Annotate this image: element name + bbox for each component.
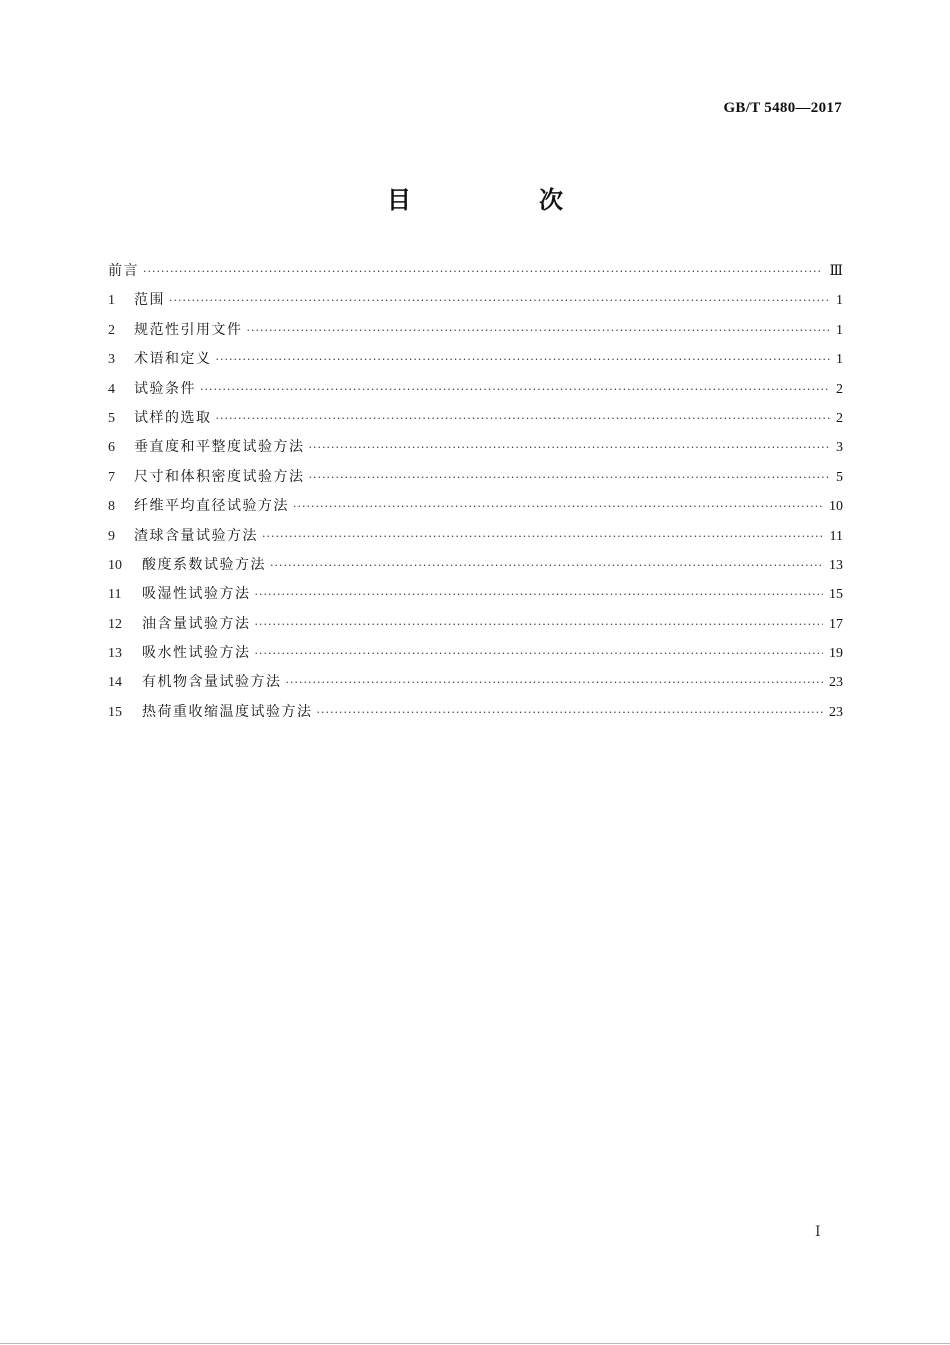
toc-page-number: 5 [836,469,843,485]
toc-entry-9[interactable] [108,522,843,551]
toc-number: 3 [108,352,115,368]
toc-page-number: 17 [829,616,843,632]
toc-page-number: 1 [836,293,843,309]
toc-leader-dots [143,257,823,286]
toc-page-number: 15 [829,587,843,603]
toc-label: 有机物含量试验方法 [142,674,282,691]
page-bottom-edge [0,1343,950,1344]
toc-label: 范围 [134,292,165,309]
toc-page-number: 1 [836,322,843,338]
toc-leader-dots [262,522,824,551]
toc-entry-5[interactable] [108,404,843,433]
toc-page-number: 23 [829,704,843,720]
toc-page-number: 10 [829,499,843,515]
toc-number: 10 [108,557,122,573]
toc-leader-dots [309,433,831,462]
toc-label: 酸度系数试验方法 [142,556,266,573]
toc-page-number: 23 [829,675,843,691]
table-of-contents [108,257,843,727]
toc-page-number: 2 [836,410,843,426]
toc-leader-dots [286,668,824,697]
toc-leader-dots [169,286,830,315]
toc-page-number: 1 [836,352,843,368]
toc-entry-foreword[interactable] [108,257,843,286]
toc-entry-4[interactable] [108,375,843,404]
toc-leader-dots [293,492,823,521]
toc-page-number: 13 [829,557,843,573]
toc-page-number: 3 [836,440,843,456]
toc-entry-11[interactable] [108,580,843,609]
toc-leader-dots [255,580,824,609]
page-footer-number: Ⅰ [815,1225,821,1240]
toc-label: 渣球含量试验方法 [134,527,258,544]
toc-number: 9 [108,528,115,544]
toc-page-number: 2 [836,381,843,397]
toc-label: 术语和定义 [134,351,212,368]
toc-number: 11 [108,587,122,603]
toc-number: 5 [108,410,115,426]
toc-entry-3[interactable] [108,345,843,374]
toc-label: 试验条件 [134,380,196,397]
toc-number: 7 [108,469,115,485]
toc-number: 6 [108,440,115,456]
toc-label: 纤维平均直径试验方法 [134,498,289,515]
toc-label: 吸湿性试验方法 [142,586,251,603]
toc-leader-dots [216,404,831,433]
toc-label: 热荷重收缩温度试验方法 [142,703,313,720]
toc-leader-dots [309,463,831,492]
toc-entry-12[interactable] [108,610,843,639]
toc-number: 1 [108,293,115,309]
toc-entry-1[interactable] [108,286,843,315]
toc-label: 尺寸和体积密度试验方法 [134,468,305,485]
toc-number: 12 [108,616,122,632]
toc-page-number: 19 [829,646,843,662]
toc-number: 4 [108,381,115,397]
toc-entry-10[interactable] [108,551,843,580]
toc-label: 油含量试验方法 [142,615,251,632]
toc-number: 13 [108,646,122,662]
toc-entry-13[interactable] [108,639,843,668]
toc-entry-7[interactable] [108,463,843,492]
toc-leader-dots [200,375,830,404]
toc-number: 15 [108,704,122,720]
page-title: 目 次 [387,186,615,214]
toc-entry-15[interactable] [108,698,843,727]
toc-number: 14 [108,675,122,691]
toc-page-number: Ⅲ [829,264,843,279]
standard-code: GB/T 5480—2017 [723,100,842,116]
toc-entry-6[interactable] [108,433,843,462]
toc-leader-dots [317,698,824,727]
toc-label: 前言 [108,263,139,279]
toc-leader-dots [247,316,831,345]
toc-page-number: 11 [829,528,843,544]
toc-leader-dots [255,639,824,668]
toc-label: 试样的选取 [134,409,212,426]
toc-entry-2[interactable] [108,316,843,345]
toc-leader-dots [255,610,824,639]
toc-number: 2 [108,322,115,338]
toc-label: 规范性引用文件 [134,321,243,338]
toc-leader-dots [216,345,831,374]
toc-label: 吸水性试验方法 [142,645,251,662]
toc-number: 8 [108,499,115,515]
toc-entry-8[interactable] [108,492,843,521]
toc-leader-dots [270,551,823,580]
toc-entry-14[interactable] [108,668,843,697]
toc-label: 垂直度和平整度试验方法 [134,439,305,456]
